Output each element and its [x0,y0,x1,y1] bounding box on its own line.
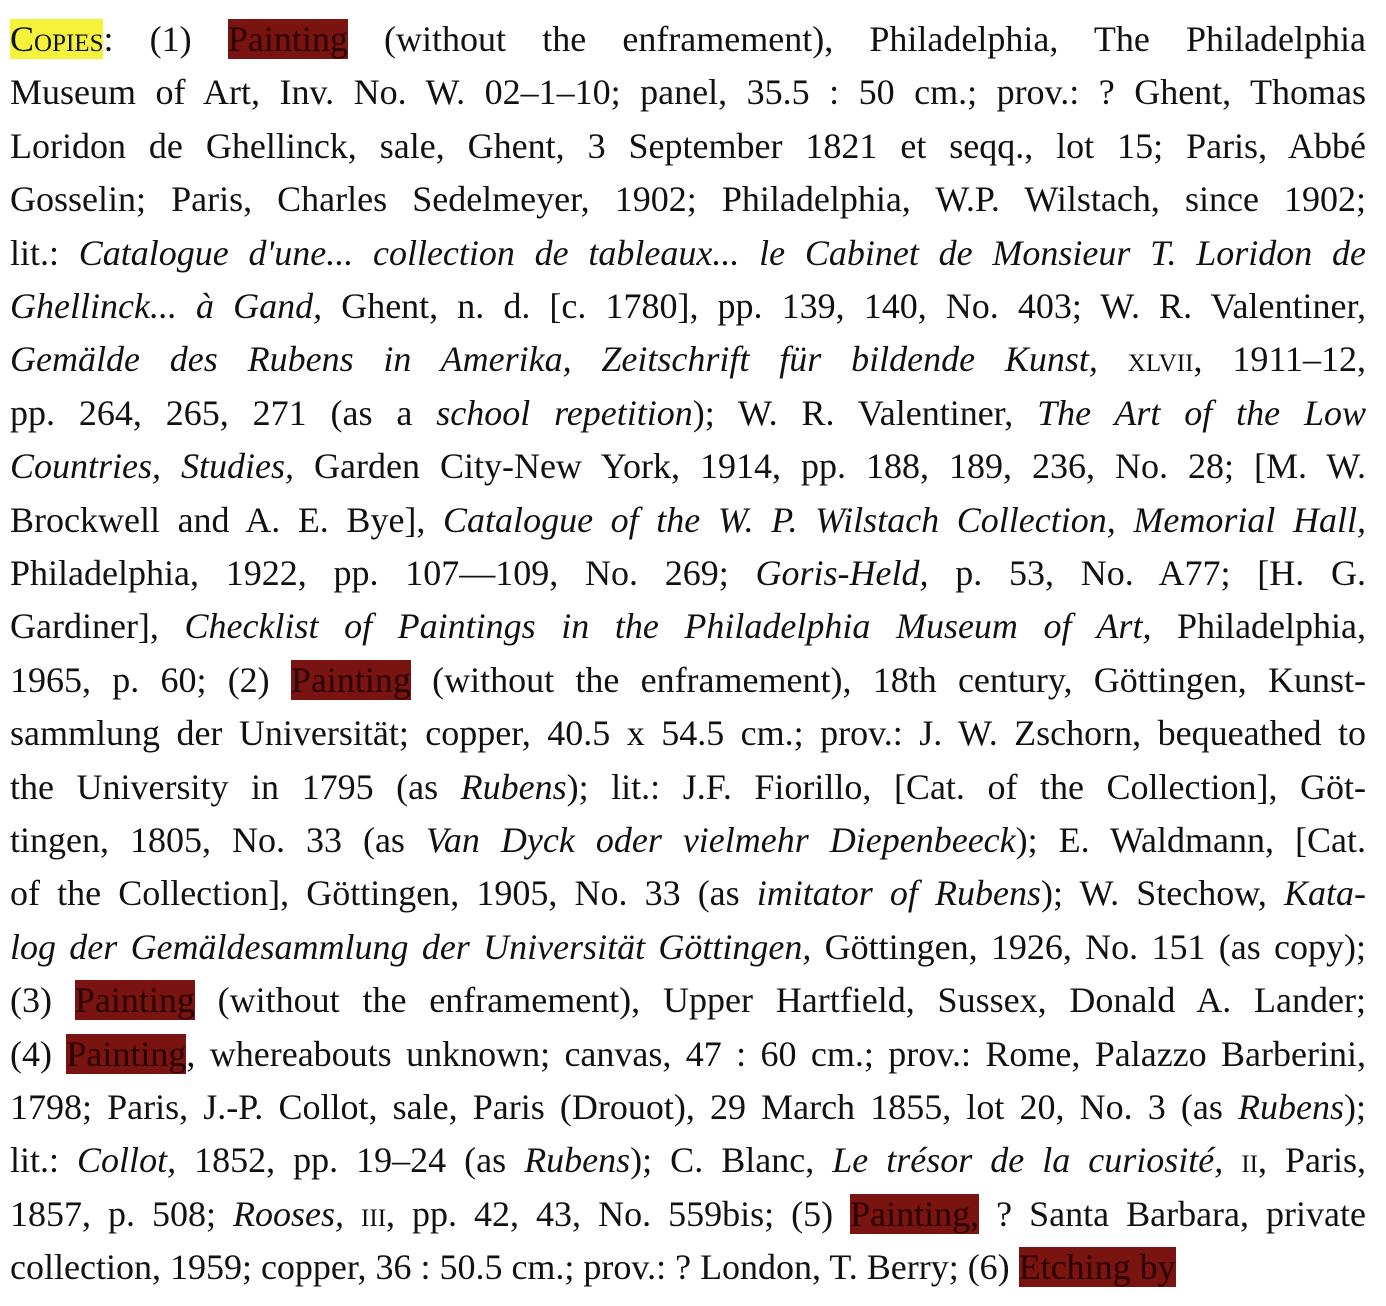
text-segment: Le trésor de la curiosité, [832,1140,1224,1181]
text-line [10,14,1366,64]
highlighted-term: Etching by [1018,1247,1176,1288]
text-segment: lit.: [10,232,79,273]
text-segment: xlvii [1127,339,1194,380]
text-segment: Checklist of Paintings in the Philadelphia Museum of Art, [184,606,1152,647]
text-segment: ); [1344,1087,1366,1127]
highlighted-term: Painting [74,980,195,1021]
text-segment: 1798; Paris, J.-P. Collot, sale, Paris (Drouot), 29 March 1855, lot 20, No. 3 (as [10,1087,1239,1127]
text-line [10,922,1366,972]
text-segment: (without the enframement), Upper Hartfield, Sussex, Donald A. Lander; [194,980,1366,1021]
text-line [10,121,1366,171]
text-segment: Countries, Studies, [10,446,295,487]
text-segment: the University in 1795 (as [10,766,461,807]
text-segment: , Paris, [1257,1140,1367,1181]
text-segment: (without the enframement), Philadelphia, The Philadelphia [347,19,1367,59]
text-line [10,281,1366,331]
text-segment: sammlung der Universität; copper, 40.5 x 54.5 cm.; prov.: J. W. Zschorn, bequeathed to [10,713,1366,754]
text-segment: Philadelphia, [1151,606,1367,647]
text-segment: Brockwell and A. E. Bye], [10,499,444,540]
text-segment [1098,339,1128,379]
text-segment: , pp. 42, 43, No. 559bis; (5) [386,1193,851,1234]
text-segment: ? Santa Barbara, private [979,1193,1366,1234]
text-line [10,1029,1366,1079]
text-line [10,815,1366,865]
text-line [10,334,1366,384]
text-segment: (4) [10,1033,67,1074]
text-segment: of the Collection], Göttingen, 1905, No. 33 (as [10,873,757,914]
text-line [10,228,1366,278]
text-line [10,868,1366,918]
text-segment: 1857, p. 508; [10,1193,234,1234]
text-segment: Catalogue of the W. P. Wilstach Collection, Memorial Hall, [443,499,1367,540]
text-line [10,975,1366,1025]
text-line [10,655,1366,705]
text-segment: Ghent, n. d. [c. 1780], pp. 139, 140, No. 403; W. R. Valentiner, [322,286,1366,326]
text-segment: Rubens [1238,1087,1344,1127]
text-segment [344,1194,361,1234]
highlighted-term: Painting [290,659,411,700]
highlighted-term: Painting [66,1033,187,1074]
text-segment: Rooses, [233,1193,345,1234]
text-segment: Rubens [524,1140,631,1181]
text-line [10,495,1366,545]
text-segment: Museum of Art, Inv. No. W. 02–1–10; panel, 35.5 : 50 cm.; prov.: ? Ghent, Thomas [10,72,1366,113]
text-segment: school repetition [436,392,693,433]
highlighted-term: Painting, [850,1193,980,1234]
text-segment: , whereabouts unknown; canvas, 47 : 60 cm.; prov.: Rome, Palazzo Barberini, [186,1033,1366,1074]
text-line [10,1189,1366,1239]
text-segment: 1852, pp. 19–24 (as [176,1140,525,1181]
highlighted-term: Painting [227,19,348,59]
text-segment: ); C. Blanc, [630,1140,833,1181]
text-line [10,441,1366,491]
text-segment: Philadelphia, 1922, pp. 107—109, No. 269; [10,553,756,593]
text-segment: 1965, p. 60; (2) [10,659,291,700]
text-line [10,1082,1366,1132]
text-line [10,388,1366,438]
text-segment: Rubens [460,766,567,807]
text-segment: Gemälde des Rubens in Amerika, Zeitschrift für bildende Kunst, [10,339,1098,380]
text-line [10,1135,1366,1185]
text-segment: Catalogue d'une... collection de tableaux... le Cabinet de Monsieur T. Loridon de [78,232,1367,273]
text-segment: Loridon de Ghellinck, sale, Ghent, 3 September 1821 et seqq., lot 15; Paris, Abbé [10,125,1366,166]
text-segment: Kata- [1284,873,1367,914]
text-segment: collection, 1959; copper, 36 : 50.5 cm.; prov.: ? London, T. Berry; (6) [10,1247,1019,1288]
text-segment: , 1911–12, [1193,339,1367,380]
text-segment: : (1) [103,19,228,59]
section-label: Copies [10,19,104,59]
text-line [10,548,1366,598]
text-line [10,601,1366,651]
text-segment: ); lit.: J.F. Fiorillo, [Cat. of the Collection], Göt- [566,766,1366,807]
text-segment: Garden City-New York, 1914, pp. 188, 189, 236, No. 28; [M. W. [294,446,1366,487]
text-segment [1223,1140,1241,1180]
text-segment: log der Gemäldesammlung der Universität Göttingen, [10,926,812,967]
text-segment: imitator of Rubens [756,873,1041,914]
text-segment: ); E. Waldmann, [Cat. [1015,820,1366,860]
text-segment: Göttingen, 1926, No. 151 (as copy); [811,926,1366,967]
text-segment: The Art of the Low [1037,392,1366,433]
text-segment: (3) [10,980,75,1021]
text-segment: Collot, [77,1140,177,1181]
text-segment: Gosselin; Paris, Charles Sedelmeyer, 1902; Philadelphia, W.P. Wilstach, since 1902; [10,179,1366,220]
text-line [10,174,1366,224]
text-line [10,67,1366,117]
text-segment: ); W. R. Valentiner, [692,392,1038,433]
text-segment: Goris-Held, [755,553,929,593]
text-segment: (without the enframement), 18th century, Göttingen, Kunst- [410,659,1366,700]
text-line [10,1242,1366,1292]
text-line [10,708,1366,758]
text-segment: p. 53, No. A77; [H. G. [928,553,1366,593]
text-segment: tingen, 1805, No. 33 (as [10,820,426,860]
text-segment: Van Dyck oder vielmehr Diepenbeeck [425,820,1016,860]
text-line [10,762,1366,812]
text-segment: pp. 264, 265, 271 (as a [10,392,437,433]
text-segment: ii [1241,1140,1258,1181]
text-segment: lit.: [10,1140,78,1181]
text-segment: iii [361,1193,387,1234]
text-segment: Ghellinck... à Gand, [10,286,323,326]
text-segment: ); W. Stechow, [1041,873,1284,914]
text-segment: Gardiner], [10,606,185,647]
